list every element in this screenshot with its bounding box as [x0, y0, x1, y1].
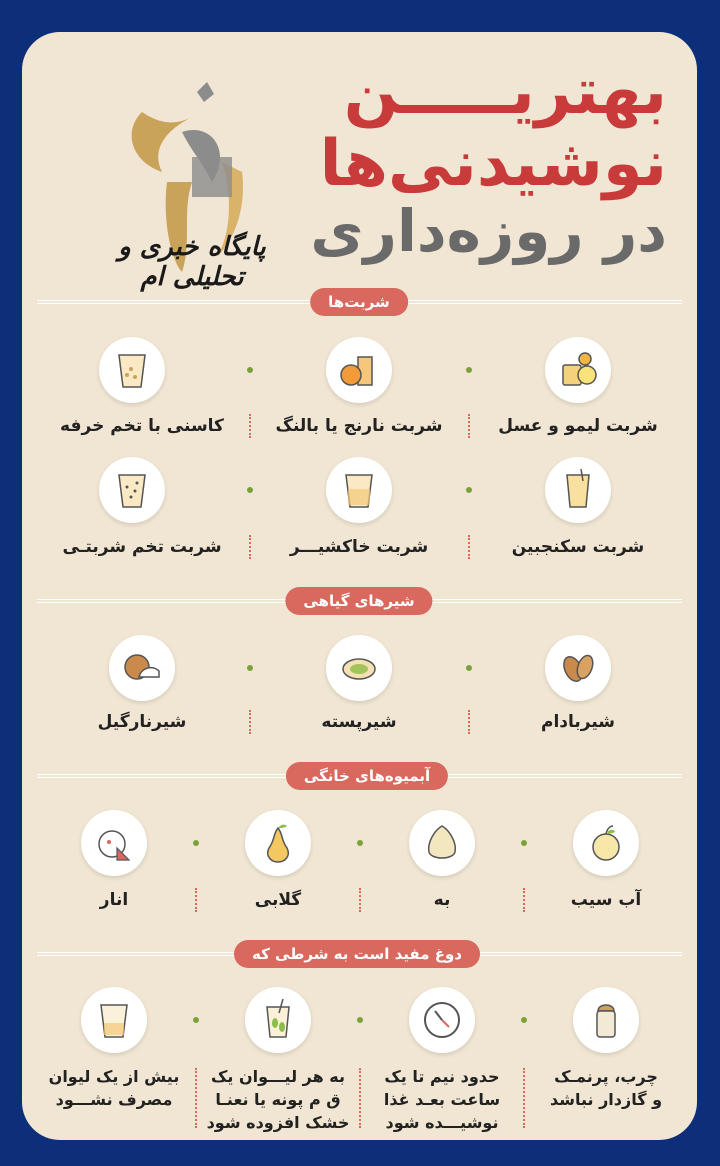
item-label — [207, 1065, 350, 1135]
item-label: شیرپسته — [321, 712, 397, 732]
glass-icon — [81, 987, 147, 1053]
divider-dot — [521, 1017, 527, 1023]
divider-dot — [193, 1017, 199, 1023]
item-label-line: نوشیـــده شود — [385, 1113, 499, 1133]
item-label: شربت لیمو و عسل — [498, 416, 658, 436]
logo-caption: پایگاه خبری و تحلیلی ام — [118, 232, 266, 292]
title-line-3: در روزه‌داری — [310, 197, 667, 265]
dotted-separator — [359, 1068, 361, 1128]
divider-dot — [247, 367, 253, 373]
item-label-line: ق م پونه یا نعنـا — [215, 1090, 341, 1110]
item-label: آب سیب — [570, 890, 642, 910]
item-label: شربت تخم شربتـی — [62, 537, 222, 557]
item-label-line: حدود نیم تا یک — [384, 1067, 500, 1086]
item-label: گلابی — [254, 890, 302, 910]
pistachio-icon — [326, 635, 392, 701]
divider-dot — [521, 840, 527, 846]
dotted-separator — [249, 535, 251, 559]
section-heading-plant-milks: شیرهای گیاهی — [285, 587, 432, 615]
divider-dot — [357, 840, 363, 846]
chicory-glass-icon — [99, 337, 165, 403]
coconut-icon — [109, 635, 175, 701]
sekanjabin-glass-icon — [545, 457, 611, 523]
quince-icon — [409, 810, 475, 876]
pomegranate-icon — [81, 810, 147, 876]
dotted-separator — [249, 414, 251, 438]
lemon-honey-icon — [545, 337, 611, 403]
infographic-card — [22, 32, 697, 1140]
salt-shaker-icon — [573, 987, 639, 1053]
almond-icon — [545, 635, 611, 701]
item-label — [550, 1065, 662, 1111]
pear-icon — [245, 810, 311, 876]
basil-seed-glass-icon — [99, 457, 165, 523]
dotted-separator — [468, 710, 470, 734]
item-label: انار — [99, 890, 129, 910]
mint-glass-icon — [245, 987, 311, 1053]
dotted-separator — [468, 414, 470, 438]
khakshir-glass-icon — [326, 457, 392, 523]
title-line-1: بهتریـــــن — [343, 55, 667, 129]
item-label: کاسنی با تخم خرفه — [60, 416, 224, 436]
section-heading-sharbat: شربت‌ها — [310, 288, 408, 316]
item-label-line: چرب، پرنمـک — [554, 1067, 658, 1086]
dotted-separator — [523, 1068, 525, 1128]
section-heading-doogh: دوغ مفید است به شرطی که — [234, 940, 480, 968]
item-label-line: خشک افزوده شود — [206, 1113, 350, 1133]
item-label: شربت نارنج یا بالنگ — [275, 416, 443, 436]
item-label-line: و گازدار نباشد — [549, 1090, 663, 1110]
item-label-line: به هر لیـــوان یک — [211, 1067, 345, 1086]
dotted-separator — [359, 888, 361, 912]
item-label-line: مصرف نشـــود — [55, 1090, 173, 1110]
section-heading-homemade-juices: آبمیوه‌های خانگی — [286, 762, 448, 790]
item-label: شربت سکنجبین — [511, 537, 645, 557]
dotted-separator — [249, 710, 251, 734]
item-label-line: ساعت بعـد غذا — [383, 1090, 501, 1110]
divider-dot — [247, 487, 253, 493]
item-label: شیرنارگیل — [97, 712, 187, 732]
item-label: شیربادام — [540, 712, 616, 732]
item-label-line: بیش از یک لیوان — [48, 1067, 180, 1086]
divider-dot — [357, 1017, 363, 1023]
divider-dot — [193, 840, 199, 846]
item-label: شربت خاکشیـــر — [289, 537, 429, 557]
divider-dot — [466, 367, 472, 373]
dotted-separator — [468, 535, 470, 559]
title-line-2: نوشیدنی‌ها — [319, 127, 667, 201]
clock-icon — [409, 987, 475, 1053]
divider-dot — [466, 487, 472, 493]
dotted-separator — [195, 1068, 197, 1128]
item-label — [384, 1065, 500, 1135]
dotted-separator — [523, 888, 525, 912]
apple-icon — [573, 810, 639, 876]
divider-dot — [247, 665, 253, 671]
dotted-separator — [195, 888, 197, 912]
orange-juice-icon — [326, 337, 392, 403]
item-label — [49, 1065, 180, 1111]
item-label: به — [433, 890, 451, 910]
divider-dot — [466, 665, 472, 671]
